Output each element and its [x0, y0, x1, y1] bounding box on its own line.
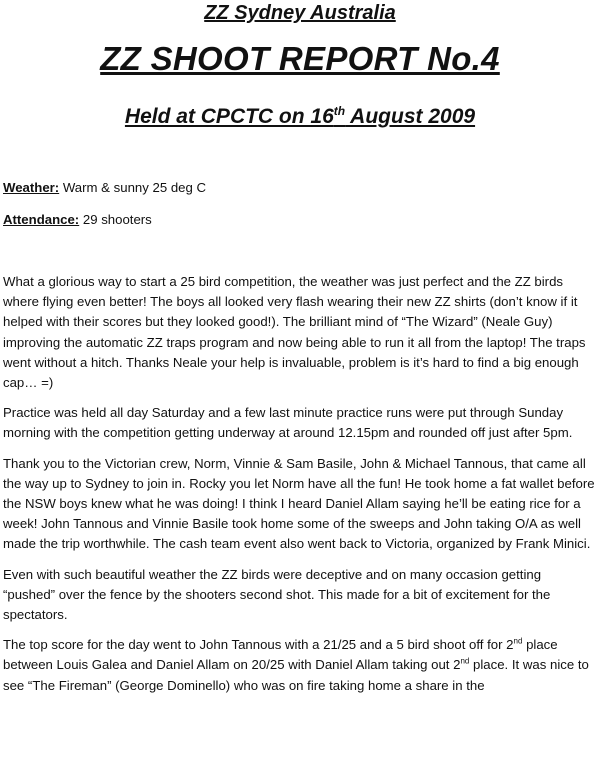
attendance-line: [3, 212, 152, 227]
weather-line: [3, 180, 206, 195]
event-subtitle: [0, 105, 600, 129]
event-subtitle-prefix: Held at CPCTC on 16: [124, 105, 334, 128]
paragraph-top-score: [3, 635, 595, 696]
report-title: ZZ SHOOT REPORT No.4: [100, 40, 500, 77]
top-score-text-c: place. It was nice to see “The Fireman” (George Dominello) who was on fire taking home a share in the: [3, 657, 589, 693]
paragraph-intro: What a glorious way to start a 25 bird competition, the weather was just perfect and the ZZ birds where flying even better! The boys all looked very flash wearing their new ZZ shirts (don’t know if it helped with their scores but they looked good!). The brilliant mind of “The Wizard” (Neale Guy) improving the automatic ZZ traps program and now being able to run it all from the laptop! The traps went without a hitch. Thanks Neale your help is invaluable, problem is it’s hard to find a big enough cap… =): [3, 274, 586, 391]
paragraph-victorian-crew: Thank you to the Victorian crew, Norm, Vinnie & Sam Basile, John & Michael Tannous, that came all the way up to Sydney to join in. Rocky you let Norm have all the fun! He took home a fat wallet before the NSW boys knew what he was doing! I think I heard Daniel Allam saying he’ll be eating rice for a week! John Tannous and Vinnie Basile took home some of the sweeps and John taking O/A as well made the trip worthwhile. The cash team event also went back to Victoria, organized by Frank Minici.: [3, 455, 595, 552]
attendance-label: Attendance:: [3, 212, 80, 227]
ordinal-suffix: nd: [513, 636, 523, 646]
ordinal-suffix: nd: [460, 657, 470, 667]
weather-value: Warm & sunny 25 deg C: [59, 180, 207, 195]
top-score-text-a: The top score for the day went to John Tannous with a 21/25 and a 5 bird shoot off for 2: [3, 637, 514, 653]
paragraph-practice: Practice was held all day Saturday and a few last minute practice runs were put through Sunday morning with the competition getting underway at around 12.15pm and rounded off just after 5pm.: [3, 405, 573, 441]
paragraph-weather-birds: Even with such beautiful weather the ZZ birds were deceptive and on many occasion getting “pushed” over the fence by the shooters second shot. This made for a bit of excitement for the spectators.: [3, 566, 551, 623]
organization-heading: ZZ Sydney Australia: [204, 2, 396, 24]
event-subtitle-ordinal: th: [333, 104, 346, 118]
report-body: [3, 272, 595, 706]
weather-label: Weather:: [3, 180, 60, 195]
event-subtitle-suffix: August 2009: [345, 105, 476, 128]
top-score-text-b: place between Louis Galea and Daniel Allam on 20/25 with Daniel Allam taking out 2: [3, 637, 558, 673]
attendance-value: 29 shooters: [79, 212, 152, 227]
